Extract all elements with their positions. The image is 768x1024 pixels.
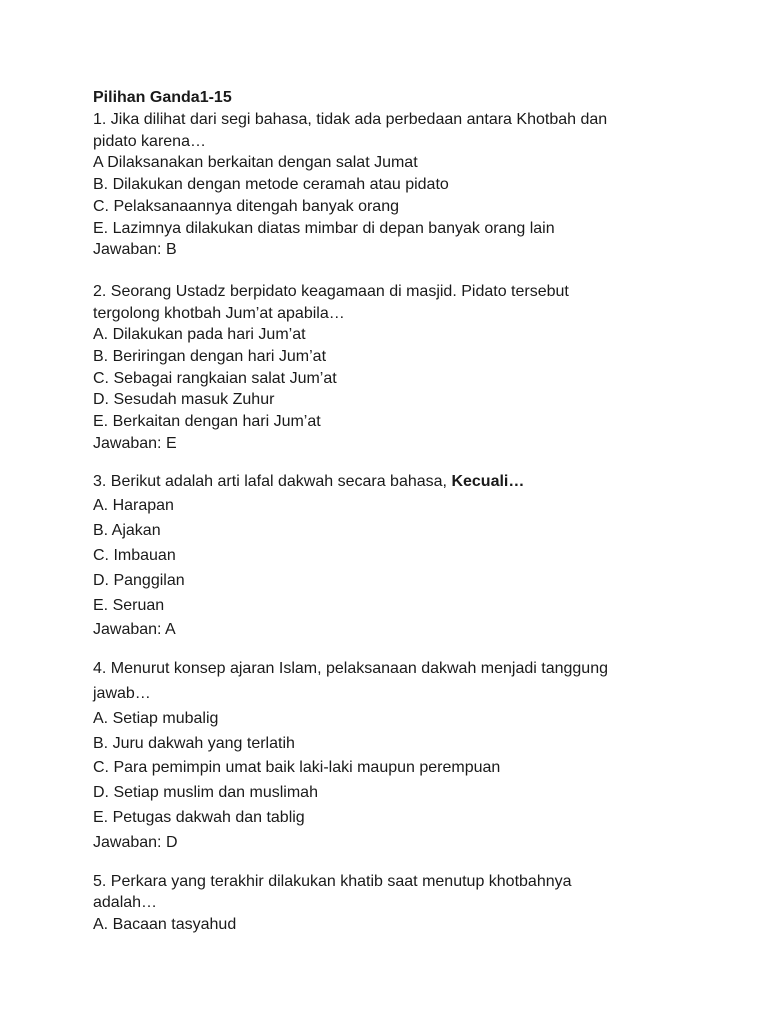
- answer: Jawaban: B: [93, 241, 177, 259]
- option-b: B. Beriringan dengan hari Jum’at: [93, 348, 327, 366]
- section-title: Pilihan Ganda1-15: [93, 89, 232, 106]
- question-text: jawab…: [93, 684, 151, 702]
- question-3: [93, 470, 693, 644]
- question-text: 5. Perkara yang terakhir dilakukan khatib saat menutup khotbahnya: [93, 872, 572, 890]
- question-4: [93, 657, 693, 855]
- question-text: tergolong khotbah Jum’at apabila…: [93, 304, 345, 322]
- option-b: B. Ajakan: [93, 522, 161, 540]
- option-c: C. Pelaksanaannya ditengah banyak orang: [93, 197, 399, 215]
- option-a: A Dilaksanakan berkaitan dengan salat Jumat: [93, 154, 418, 172]
- option-a: A. Bacaan tasyahud: [93, 915, 237, 933]
- question-1: [93, 109, 693, 261]
- question-text-prefix: 3. Berikut adalah arti lafal dakwah secara bahasa,: [93, 472, 452, 490]
- option-a: A. Dilakukan pada hari Jum’at: [93, 326, 306, 344]
- question-text: pidato karena…: [93, 132, 206, 150]
- option-a: A. Setiap mubalig: [93, 709, 219, 727]
- answer: Jawaban: A: [93, 621, 176, 639]
- question-text: 4. Menurut konsep ajaran Islam, pelaksanaan dakwah menjadi tanggung: [93, 660, 608, 678]
- option-c: C. Para pemimpin umat baik laki-laki maupun perempuan: [93, 759, 501, 777]
- option-d: D. Setiap muslim dan muslimah: [93, 784, 318, 802]
- option-d: D. Sesudah masuk Zuhur: [93, 391, 275, 409]
- option-b: B. Dilakukan dengan metode ceramah atau pidato: [93, 176, 449, 194]
- answer: Jawaban: E: [93, 434, 177, 452]
- option-e: E. Berkaitan dengan hari Jum’at: [93, 413, 321, 431]
- question-2: [93, 281, 693, 455]
- option-e: E. Seruan: [93, 596, 165, 614]
- question-5: [93, 871, 693, 936]
- option-c: C. Sebagai rangkaian salat Jum’at: [93, 369, 337, 387]
- option-e: E. Petugas dakwah dan tablig: [93, 808, 305, 826]
- option-b: B. Juru dakwah yang terlatih: [93, 734, 295, 752]
- question-text-emphasis: Kecuali…: [451, 472, 525, 490]
- option-e: E. Lazimnya dilakukan diatas mimbar di depan banyak orang lain: [93, 219, 555, 237]
- option-d: D. Panggilan: [93, 571, 185, 589]
- question-text: 2. Seorang Ustadz berpidato keagamaan di masjid. Pidato tersebut: [93, 282, 569, 300]
- question-text: adalah…: [93, 894, 158, 912]
- option-a: A. Harapan: [93, 497, 174, 515]
- option-c: C. Imbauan: [93, 546, 176, 564]
- question-text: 1. Jika dilihat dari segi bahasa, tidak ada perbedaan antara Khotbah dan: [93, 111, 608, 128]
- document-page: [93, 87, 693, 936]
- answer: Jawaban: D: [93, 833, 178, 851]
- question-text: [93, 470, 693, 495]
